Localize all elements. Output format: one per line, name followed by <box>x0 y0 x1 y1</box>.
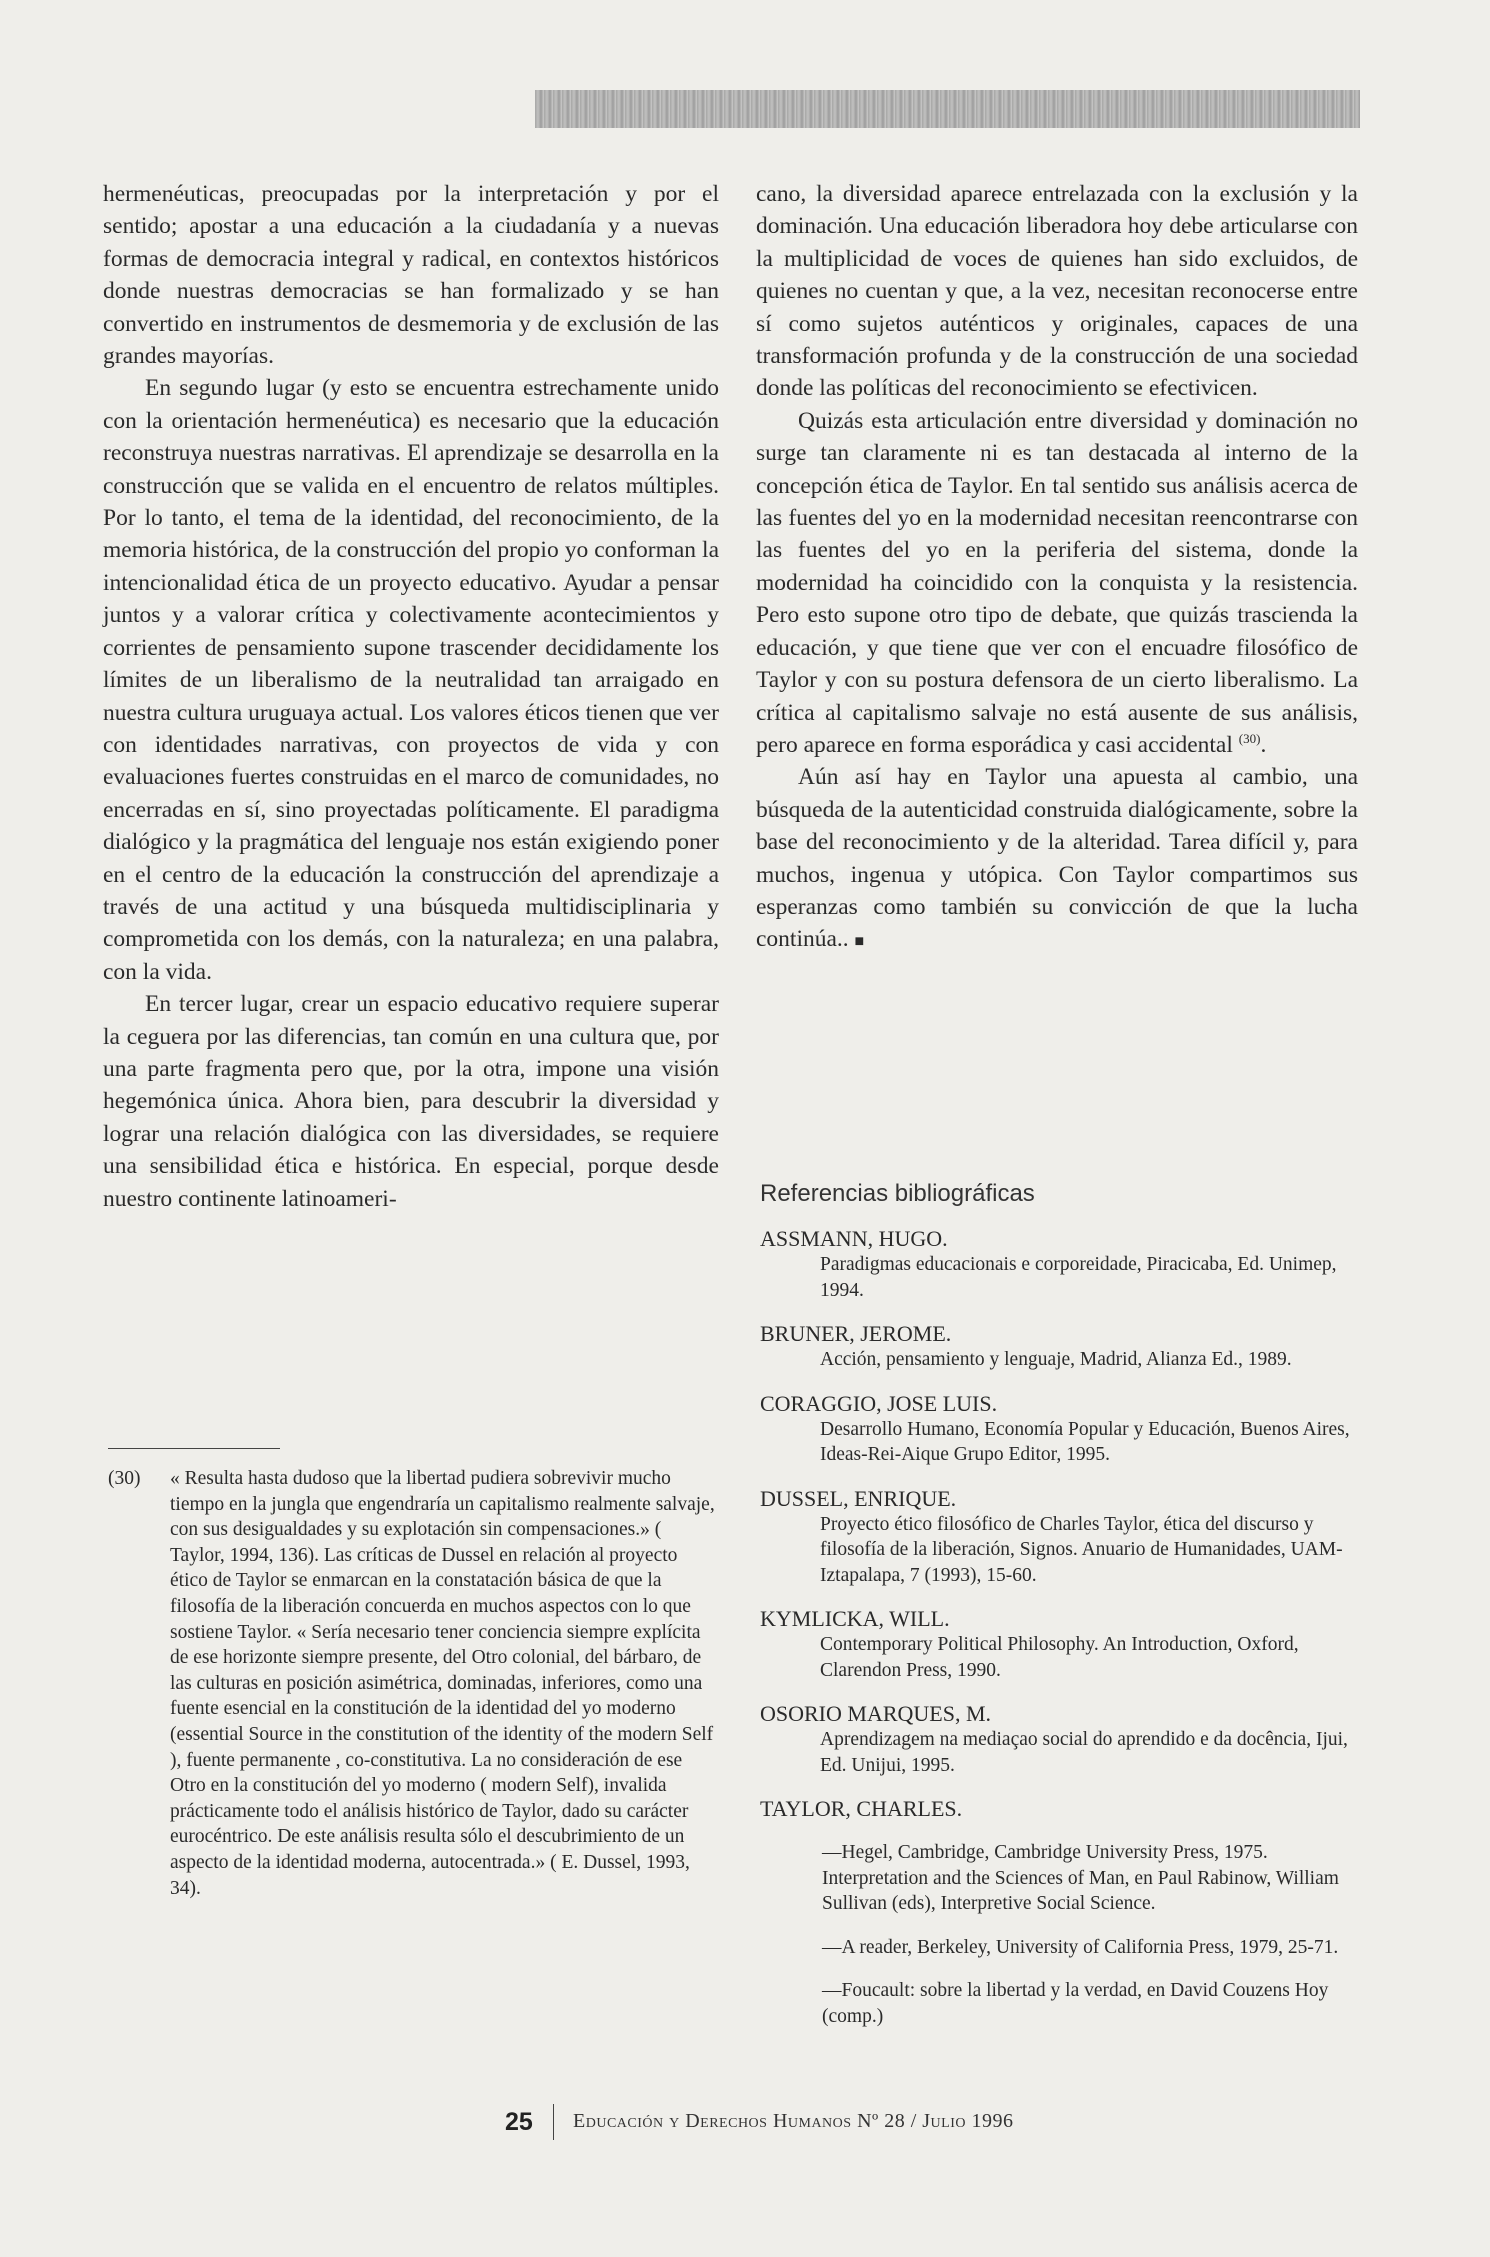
reference-detail: Paradigmas educacionais e corporeidade, Piracicaba, Ed. Unimep, 1994. <box>820 1254 1337 1301</box>
journal-title: Educación y Derechos Humanos Nº 28 / Julio 1996 <box>573 2110 1014 2132</box>
paragraph: En tercer lugar, crear un espacio educativo requiere superar la ceguera por las diferencias, tan común en una cultura que, por una parte fragmenta pero que, por la otra, impone una visión hegemónica única. Ahora bien, para descubrir la diversidad y lograr una relación dialógica con las diversidades, se requiere una sensibilidad ética e histórica. En especial, porque desde nuestro continente latinoameri- <box>103 991 719 1212</box>
reference-author: KYMLICKA, WILL. <box>760 1606 950 1631</box>
paragraph: cano, la diversidad aparece entrelazada con la exclusión y la dominación. Una educación liberadora hoy debe articularse con la multiplicidad de voces de quienes han sido excluidos, de quienes no cuentan y que, a la vez, necesitan reconocerse entre sí como sujetos auténticos y originales, capaces de una transformación profunda y de la construcción de una sociedad donde las políticas del reconocimiento se efectivicen. <box>756 181 1358 402</box>
reference-author: CORAGGIO, JOSE LUIS. <box>760 1390 998 1416</box>
reference-work: —Foucault: sobre la libertad y la verdad, en David Couzens Hoy (comp.) <box>822 1980 1329 2027</box>
references-section <box>760 1180 1360 2047</box>
reference-author: BRUNER, JEROME. <box>760 1321 952 1346</box>
reference-detail: Proyecto ético filosófico de Charles Taylor, ética del discurso y filosofía de la liberación, Signos. Anuario de Humanidades, UAM-Iztapalapa, 7 (1993), 15-60. <box>820 1513 1343 1586</box>
left-column <box>103 178 719 1215</box>
reference-item <box>760 1701 1360 1778</box>
reference-item <box>760 1321 1360 1373</box>
reference-author: OSORIO MARQUES, M. <box>760 1701 992 1726</box>
reference-work: —A reader, Berkeley, University of California Press, 1979, 25-71. <box>822 1936 1339 1958</box>
reference-detail: Contemporary Political Philosophy. An Introduction, Oxford, Clarendon Press, 1990. <box>820 1634 1299 1681</box>
footnote-number: (30) <box>108 1468 141 1489</box>
paragraph: Quizás esta articulación entre diversidad y dominación no surge tan claramente ni es tan destacada al interno de la concepción ética de Taylor. En tal sentido sus análisis acerca de las fuentes del yo en la modernidad necesitan reencontrarse con las fuentes del yo en la periferia del sistema, donde la modernidad ha coincidido con la conquista y la resistencia. Pero esto supone otro tipo de debate, que quizás trascienda la educación, y que tiene que ver con el encuadre filosófico de Taylor y con su postura defensora de un cierto liberalismo. La crítica al capitalismo salvaje no está ausente de sus análisis, pero aparece en forma esporádica y casi accidental $^{(30)}$. <box>756 407 1358 758</box>
paragraph-text: Aún así hay en Taylor una apuesta al cambio, una búsqueda de la autenticidad construida dialógicamente, sobre la base del reconocimiento y de la alteridad. Tarea difícil y, para muchos, ingenua y utópica. Con Taylor compartimos sus esperanzas como también su convicción de que la lucha continúa.. <box>756 764 1358 953</box>
reference-item <box>760 1391 1360 1468</box>
reference-author: ASSMANN, HUGO. <box>760 1226 948 1251</box>
header-decorative-band <box>535 90 1360 128</box>
paragraph: En segundo lugar (y esto se encuentra estrechamente unido con la orientación hermenéutica) es necesario que la educación reconstruya nuestras narrativas. El aprendizaje se desarrolla en la construcción que se valida en el encuentro de relatos múltiples. Por lo tanto, el tema de la identidad, del reconocimiento, de la memoria histórica, de la construcción del propio yo conforman la intencionalidad ética de un proyecto educativo. Ayudar a pensar juntos y a valorar crítica y colectivamente acontecimientos y corrientes de pensamiento supone trascender decididamente los límites de un liberalismo de la neutralidad tan arraigado en nuestra cultura uruguaya actual. Los valores éticos tienen que ver con identidades narrativas, con proyectos de vida y con evaluaciones fuertes construidas en el marco de comunidades, no encerradas en sí, sino proyectadas políticamente. El paradigma dialógico y la pragmática del lenguaje nos están exigiendo poner en el centro de la educación la construcción del aprendizaje a través de una actitud y una búsqueda multidisciplinaria y comprometida con los demás, con la naturaleza; en una palabra, con la vida. <box>103 375 719 985</box>
reference-detail: Aprendizagem na mediaçao social do aprendido e da docência, Ijui, Ed. Unijui, 1995. <box>820 1729 1348 1776</box>
footnote-divider <box>108 1448 280 1449</box>
reference-detail: Acción, pensamiento y lenguaje, Madrid, Alianza Ed., 1989. <box>820 1349 1292 1370</box>
reference-author: TAYLOR, CHARLES. <box>760 1796 963 1821</box>
page-footer <box>505 2104 1205 2144</box>
paragraph <box>756 761 1358 958</box>
reference-detail: Desarrollo Humano, Economía Popular y Educación, Buenos Aires, Ideas-Rei-Aique Grupo Editor, 1995. <box>820 1418 1350 1465</box>
end-of-article-mark: ■ <box>854 933 865 951</box>
reference-item-taylor <box>760 1796 1360 1822</box>
reference-item <box>760 1226 1360 1303</box>
footnote <box>108 1466 718 1901</box>
reference-author: DUSSEL, ENRIQUE. <box>760 1485 957 1511</box>
reference-item <box>760 1486 1360 1589</box>
reference-item <box>760 1606 1360 1683</box>
footnote-reference[interactable]: (30) <box>1238 730 1261 746</box>
page-number: 25 <box>505 2108 533 2136</box>
paragraph: hermenéuticas, preocupadas por la interpretación y por el sentido; apostar a una educación a la ciudadanía y a nuevas formas de democracia integral y radical, en contextos históricos donde nuestras democracias se han formalizado y se han convertido en instrumentos de desmemoria y de exclusión de las grandes mayorías. <box>103 181 719 370</box>
footnote-text: « Resulta hasta dudoso que la libertad pudiera sobrevivir mucho tiempo en la jungla que engendraría un capitalismo realmente salvaje, con sus desigualdades y su explotación sin compensaciones.» ( Taylor, 1994, 136). Las críticas de Dussel en relación al proyecto ético de Taylor se enmarcan en la constatación básica de que la filosofía de la liberación concuerda en muchos aspectos con lo que sostiene Taylor. « Sería necesario tener conciencia siempre explícita de ese horizonte siempre presente, del Otro colonial, del bárbaro, de las culturas en posición asimétrica, dominadas, inferiores, como una fuente esencial en la constitución de la identidad del yo moderno (essential Source in the constitution of the identity of the modern Self ), fuente permanente , co-constitutiva. La no consideración de ese Otro en la constitución del yo moderno ( modern Self), invalida prácticamente todo el análisis histórico de Taylor, dado su carácter eurocéntrico. De este análisis resulta sólo el descubrimiento de un aspecto de la identidad moderna, autocentrada.» ( E. Dussel, 1993, 34). <box>170 1468 715 1899</box>
paragraph-text: Quizás esta articulación entre diversidad y dominación no surge tan claramente ni es tan destacada al interno de la concepción ética de Taylor. En tal sentido sus análisis acerca de las fuentes del yo en la modernidad necesitan reencontrarse con las fuentes del yo en la periferia del sistema, donde la modernidad ha coincidido con la conquista y la resistencia. Pero esto supone otro tipo de debate, que quizás trascienda la educación, y que tiene que ver con el encuadre filosófico de Taylor y con su postura defensora de un cierto liberalismo. La crítica al capitalismo salvaje no está ausente de sus análisis, pero aparece en forma esporádica y casi accidental <box>756 407 1358 758</box>
references-heading: Referencias bibliográficas <box>760 1180 1035 1207</box>
reference-work: —Hegel, Cambridge, Cambridge University Press, 1975. Interpretation and the Sciences of Man, en Paul Rabinow, William Sullivan (eds), Interpretive Social Science. <box>822 1842 1339 1914</box>
footer-divider <box>553 2104 554 2140</box>
right-column <box>756 178 1358 959</box>
